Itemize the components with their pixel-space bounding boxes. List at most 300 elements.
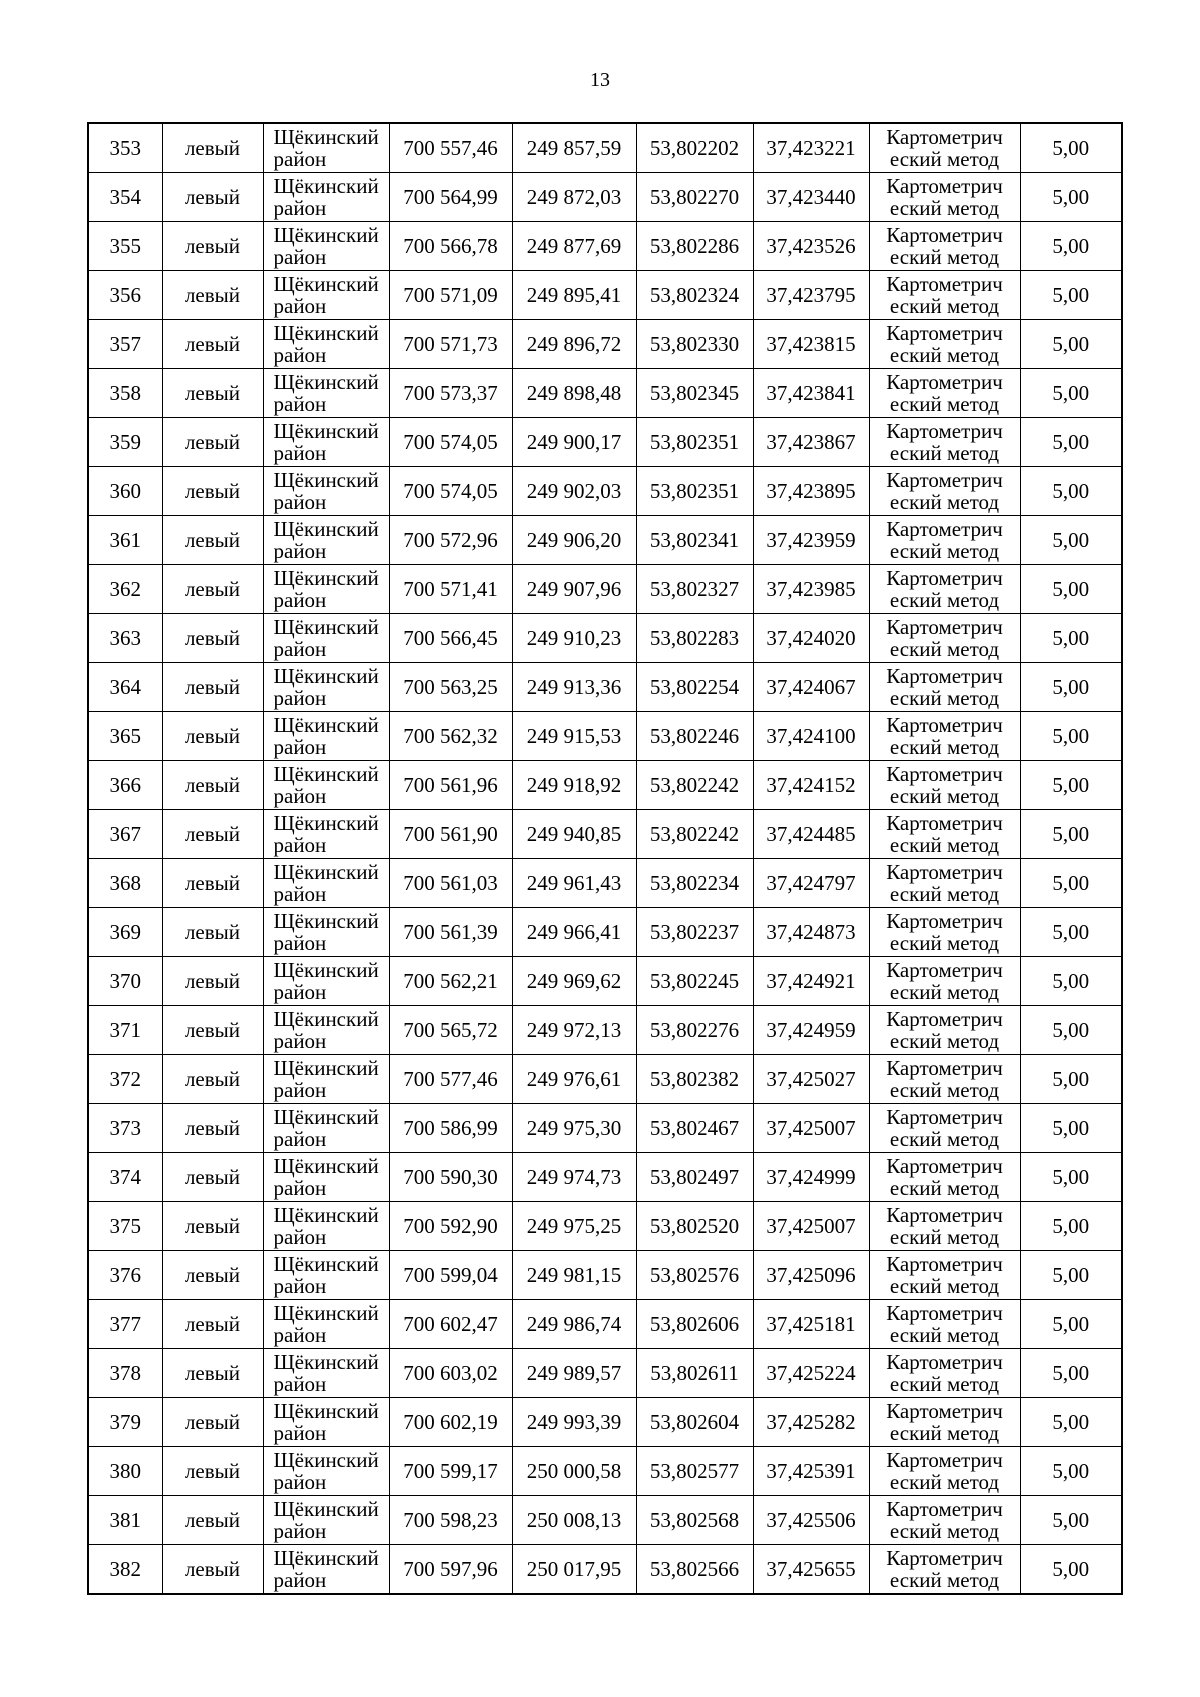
x-coordinate-cell: 700 586,99 — [389, 1104, 512, 1153]
longitude-cell: 37,425655 — [753, 1545, 869, 1595]
region-cell-line: район — [273, 539, 327, 563]
method-cell-line: еский метод — [889, 882, 1000, 906]
region-cell-line: Щёкинский — [273, 566, 379, 590]
latitude-cell: 53,802242 — [636, 810, 753, 859]
y-coordinate-cell: 250 008,13 — [512, 1496, 636, 1545]
region-cell-line: район — [273, 1519, 327, 1543]
method-cell-line: Картометрич — [886, 566, 1003, 590]
x-coordinate-cell: 700 602,19 — [389, 1398, 512, 1447]
method-cell — [869, 516, 1020, 565]
latitude-cell: 53,802324 — [636, 271, 753, 320]
method-cell-line: Картометрич — [886, 1203, 1003, 1227]
region-cell-line: район — [273, 196, 327, 220]
latitude-cell: 53,802351 — [636, 418, 753, 467]
x-coordinate-cell: 700 599,17 — [389, 1447, 512, 1496]
method-cell-line: еский метод — [889, 1127, 1000, 1151]
table-body — [88, 123, 1122, 1594]
bank-side-cell: левый — [162, 712, 263, 761]
method-cell-line: Картометрич — [886, 909, 1003, 933]
longitude-cell: 37,424999 — [753, 1153, 869, 1202]
method-cell-line: Картометрич — [886, 1007, 1003, 1031]
method-cell-line: еский метод — [889, 980, 1000, 1004]
x-coordinate-cell: 700 566,78 — [389, 222, 512, 271]
method-cell-line: еский метод — [889, 196, 1000, 220]
y-coordinate-cell: 249 896,72 — [512, 320, 636, 369]
bank-side-cell: левый — [162, 859, 263, 908]
region-cell — [263, 1447, 389, 1496]
region-cell — [263, 1496, 389, 1545]
region-cell — [263, 1545, 389, 1595]
bank-side-cell: левый — [162, 614, 263, 663]
latitude-cell: 53,802351 — [636, 467, 753, 516]
table-row — [88, 614, 1122, 663]
region-cell-line: район — [273, 980, 327, 1004]
table-row — [88, 957, 1122, 1006]
latitude-cell: 53,802604 — [636, 1398, 753, 1447]
region-cell-line: район — [273, 1176, 327, 1200]
y-coordinate-cell: 249 898,48 — [512, 369, 636, 418]
method-cell — [869, 614, 1020, 663]
method-cell-line: Картометрич — [886, 125, 1003, 149]
method-cell-line: еский метод — [889, 441, 1000, 465]
longitude-cell: 37,423440 — [753, 173, 869, 222]
method-cell-line: Картометрич — [886, 468, 1003, 492]
bank-side-cell: левый — [162, 123, 263, 173]
x-coordinate-cell: 700 565,72 — [389, 1006, 512, 1055]
bank-side-cell: левый — [162, 908, 263, 957]
method-cell-line: Картометрич — [886, 223, 1003, 247]
x-coordinate-cell: 700 574,05 — [389, 418, 512, 467]
accuracy-cell: 5,00 — [1020, 320, 1122, 369]
x-coordinate-cell: 700 592,90 — [389, 1202, 512, 1251]
method-cell — [869, 467, 1020, 516]
region-cell-line: Щёкинский — [273, 1252, 379, 1276]
latitude-cell: 53,802568 — [636, 1496, 753, 1545]
point-number-cell: 379 — [88, 1398, 162, 1447]
table-row — [88, 516, 1122, 565]
accuracy-cell: 5,00 — [1020, 516, 1122, 565]
method-cell-line: Картометрич — [886, 1448, 1003, 1472]
table-row — [88, 271, 1122, 320]
bank-side-cell: левый — [162, 369, 263, 418]
x-coordinate-cell: 700 561,90 — [389, 810, 512, 859]
longitude-cell: 37,425282 — [753, 1398, 869, 1447]
method-cell-line: еский метод — [889, 833, 1000, 857]
table-row — [88, 1153, 1122, 1202]
accuracy-cell: 5,00 — [1020, 1496, 1122, 1545]
region-cell-line: Щёкинский — [273, 1007, 379, 1031]
accuracy-cell: 5,00 — [1020, 712, 1122, 761]
region-cell — [263, 614, 389, 663]
point-number-cell: 367 — [88, 810, 162, 859]
bank-side-cell: левый — [162, 810, 263, 859]
region-cell — [263, 1104, 389, 1153]
bank-side-cell: левый — [162, 418, 263, 467]
y-coordinate-cell: 249 857,59 — [512, 123, 636, 173]
method-cell-line: еский метод — [889, 392, 1000, 416]
method-cell — [869, 663, 1020, 712]
longitude-cell: 37,425096 — [753, 1251, 869, 1300]
bank-side-cell: левый — [162, 467, 263, 516]
longitude-cell: 37,423895 — [753, 467, 869, 516]
y-coordinate-cell: 249 910,23 — [512, 614, 636, 663]
longitude-cell: 37,423959 — [753, 516, 869, 565]
x-coordinate-cell: 700 599,04 — [389, 1251, 512, 1300]
longitude-cell: 37,423815 — [753, 320, 869, 369]
method-cell — [869, 761, 1020, 810]
region-cell-line: Щёкинский — [273, 174, 379, 198]
bank-side-cell: левый — [162, 1055, 263, 1104]
method-cell-line: еский метод — [889, 1078, 1000, 1102]
region-cell-line: Щёкинский — [273, 272, 379, 296]
method-cell — [869, 712, 1020, 761]
longitude-cell: 37,425391 — [753, 1447, 869, 1496]
method-cell-line: еский метод — [889, 931, 1000, 955]
bank-side-cell: левый — [162, 1153, 263, 1202]
method-cell — [869, 320, 1020, 369]
method-cell-line: еский метод — [889, 1372, 1000, 1396]
method-cell — [869, 222, 1020, 271]
accuracy-cell: 5,00 — [1020, 1006, 1122, 1055]
y-coordinate-cell: 249 906,20 — [512, 516, 636, 565]
region-cell-line: Щёкинский — [273, 1301, 379, 1325]
method-cell-line: Картометрич — [886, 811, 1003, 835]
point-number-cell: 366 — [88, 761, 162, 810]
method-cell-line: Картометрич — [886, 615, 1003, 639]
point-number-cell: 360 — [88, 467, 162, 516]
bank-side-cell: левый — [162, 761, 263, 810]
accuracy-cell: 5,00 — [1020, 123, 1122, 173]
region-cell-line: район — [273, 1568, 327, 1592]
accuracy-cell: 5,00 — [1020, 957, 1122, 1006]
x-coordinate-cell: 700 562,32 — [389, 712, 512, 761]
method-cell-line: Картометрич — [886, 713, 1003, 737]
region-cell-line: район — [273, 1274, 327, 1298]
longitude-cell: 37,424873 — [753, 908, 869, 957]
region-cell — [263, 173, 389, 222]
region-cell-line: Щёкинский — [273, 811, 379, 835]
latitude-cell: 53,802283 — [636, 614, 753, 663]
region-cell — [263, 1300, 389, 1349]
region-cell-line: Щёкинский — [273, 713, 379, 737]
y-coordinate-cell: 249 907,96 — [512, 565, 636, 614]
region-cell-line: район — [273, 637, 327, 661]
accuracy-cell: 5,00 — [1020, 1447, 1122, 1496]
bank-side-cell: левый — [162, 1398, 263, 1447]
bank-side-cell: левый — [162, 1251, 263, 1300]
latitude-cell: 53,802237 — [636, 908, 753, 957]
accuracy-cell: 5,00 — [1020, 1055, 1122, 1104]
region-cell-line: Щёкинский — [273, 1399, 379, 1423]
latitude-cell: 53,802270 — [636, 173, 753, 222]
method-cell-line: Картометрич — [886, 1546, 1003, 1570]
table-row — [88, 1202, 1122, 1251]
latitude-cell: 53,802382 — [636, 1055, 753, 1104]
point-number-cell: 372 — [88, 1055, 162, 1104]
region-cell-line: район — [273, 1225, 327, 1249]
region-cell-line: район — [273, 343, 327, 367]
latitude-cell: 53,802576 — [636, 1251, 753, 1300]
x-coordinate-cell: 700 602,47 — [389, 1300, 512, 1349]
accuracy-cell: 5,00 — [1020, 1251, 1122, 1300]
accuracy-cell: 5,00 — [1020, 1202, 1122, 1251]
region-cell-line: район — [273, 1029, 327, 1053]
region-cell — [263, 1055, 389, 1104]
method-cell-line: еский метод — [889, 1176, 1000, 1200]
longitude-cell: 37,424100 — [753, 712, 869, 761]
accuracy-cell: 5,00 — [1020, 271, 1122, 320]
point-number-cell: 375 — [88, 1202, 162, 1251]
region-cell-line: район — [273, 686, 327, 710]
accuracy-cell: 5,00 — [1020, 1300, 1122, 1349]
x-coordinate-cell: 700 561,96 — [389, 761, 512, 810]
region-cell-line: район — [273, 392, 327, 416]
region-cell — [263, 271, 389, 320]
region-cell — [263, 957, 389, 1006]
longitude-cell: 37,423867 — [753, 418, 869, 467]
table-row — [88, 1251, 1122, 1300]
x-coordinate-cell: 700 564,99 — [389, 173, 512, 222]
method-cell-line: Картометрич — [886, 370, 1003, 394]
latitude-cell: 53,802566 — [636, 1545, 753, 1595]
region-cell-line: район — [273, 1421, 327, 1445]
method-cell-line: Картометрич — [886, 1399, 1003, 1423]
x-coordinate-cell: 700 561,39 — [389, 908, 512, 957]
page-number: 13 — [590, 69, 610, 91]
accuracy-cell: 5,00 — [1020, 1153, 1122, 1202]
table-row — [88, 418, 1122, 467]
region-cell-line: Щёкинский — [273, 321, 379, 345]
bank-side-cell: левый — [162, 222, 263, 271]
point-number-cell: 364 — [88, 663, 162, 712]
region-cell — [263, 1398, 389, 1447]
point-number-cell: 374 — [88, 1153, 162, 1202]
method-cell-line: еский метод — [889, 343, 1000, 367]
bank-side-cell: левый — [162, 1202, 263, 1251]
region-cell-line: Щёкинский — [273, 762, 379, 786]
latitude-cell: 53,802341 — [636, 516, 753, 565]
region-cell — [263, 565, 389, 614]
method-cell — [869, 1251, 1020, 1300]
y-coordinate-cell: 249 918,92 — [512, 761, 636, 810]
longitude-cell: 37,425181 — [753, 1300, 869, 1349]
method-cell-line: Картометрич — [886, 321, 1003, 345]
table-row — [88, 663, 1122, 712]
longitude-cell: 37,423985 — [753, 565, 869, 614]
region-cell-line: Щёкинский — [273, 223, 379, 247]
method-cell-line: Картометрич — [886, 1056, 1003, 1080]
method-cell — [869, 1202, 1020, 1251]
latitude-cell: 53,802286 — [636, 222, 753, 271]
accuracy-cell: 5,00 — [1020, 418, 1122, 467]
table-row — [88, 1545, 1122, 1595]
table-row — [88, 1300, 1122, 1349]
y-coordinate-cell: 249 872,03 — [512, 173, 636, 222]
method-cell-line: еский метод — [889, 1323, 1000, 1347]
y-coordinate-cell: 249 975,30 — [512, 1104, 636, 1153]
table-row — [88, 712, 1122, 761]
point-number-cell: 378 — [88, 1349, 162, 1398]
region-cell-line: район — [273, 1470, 327, 1494]
bank-side-cell: левый — [162, 957, 263, 1006]
latitude-cell: 53,802276 — [636, 1006, 753, 1055]
accuracy-cell: 5,00 — [1020, 761, 1122, 810]
accuracy-cell: 5,00 — [1020, 1104, 1122, 1153]
latitude-cell: 53,802520 — [636, 1202, 753, 1251]
region-cell-line: Щёкинский — [273, 1546, 379, 1570]
y-coordinate-cell: 249 993,39 — [512, 1398, 636, 1447]
x-coordinate-cell: 700 572,96 — [389, 516, 512, 565]
method-cell-line: еский метод — [889, 735, 1000, 759]
method-cell-line: Картометрич — [886, 860, 1003, 884]
region-cell — [263, 712, 389, 761]
bank-side-cell: левый — [162, 1006, 263, 1055]
region-cell-line: Щёкинский — [273, 1105, 379, 1129]
region-cell — [263, 761, 389, 810]
accuracy-cell: 5,00 — [1020, 1349, 1122, 1398]
method-cell-line: Картометрич — [886, 1350, 1003, 1374]
method-cell-line: еский метод — [889, 686, 1000, 710]
table-row — [88, 1496, 1122, 1545]
y-coordinate-cell: 249 989,57 — [512, 1349, 636, 1398]
region-cell-line: район — [273, 1323, 327, 1347]
region-cell-line: район — [273, 1127, 327, 1151]
region-cell-line: Щёкинский — [273, 370, 379, 394]
x-coordinate-cell: 700 566,45 — [389, 614, 512, 663]
point-number-cell: 361 — [88, 516, 162, 565]
method-cell-line: еский метод — [889, 1274, 1000, 1298]
latitude-cell: 53,802606 — [636, 1300, 753, 1349]
region-cell-line: Щёкинский — [273, 1350, 379, 1374]
method-cell — [869, 1300, 1020, 1349]
method-cell — [869, 1153, 1020, 1202]
longitude-cell: 37,424485 — [753, 810, 869, 859]
x-coordinate-cell: 700 571,09 — [389, 271, 512, 320]
table-row — [88, 467, 1122, 516]
point-number-cell: 380 — [88, 1447, 162, 1496]
region-cell-line: район — [273, 1372, 327, 1396]
point-number-cell: 369 — [88, 908, 162, 957]
bank-side-cell: левый — [162, 271, 263, 320]
region-cell-line: Щёкинский — [273, 1497, 379, 1521]
point-number-cell: 357 — [88, 320, 162, 369]
x-coordinate-cell: 700 563,25 — [389, 663, 512, 712]
table-row — [88, 369, 1122, 418]
x-coordinate-cell: 700 577,46 — [389, 1055, 512, 1104]
latitude-cell: 53,802254 — [636, 663, 753, 712]
region-cell-line: Щёкинский — [273, 615, 379, 639]
method-cell — [869, 565, 1020, 614]
x-coordinate-cell: 700 557,46 — [389, 123, 512, 173]
y-coordinate-cell: 249 902,03 — [512, 467, 636, 516]
region-cell-line: Щёкинский — [273, 664, 379, 688]
method-cell — [869, 1447, 1020, 1496]
point-number-cell: 355 — [88, 222, 162, 271]
latitude-cell: 53,802611 — [636, 1349, 753, 1398]
method-cell — [869, 957, 1020, 1006]
table-row — [88, 320, 1122, 369]
y-coordinate-cell: 249 895,41 — [512, 271, 636, 320]
x-coordinate-cell: 700 561,03 — [389, 859, 512, 908]
region-cell-line: район — [273, 441, 327, 465]
bank-side-cell: левый — [162, 1300, 263, 1349]
method-cell-line: Картометрич — [886, 1497, 1003, 1521]
region-cell-line: район — [273, 490, 327, 514]
x-coordinate-cell: 700 597,96 — [389, 1545, 512, 1595]
accuracy-cell: 5,00 — [1020, 859, 1122, 908]
y-coordinate-cell: 249 986,74 — [512, 1300, 636, 1349]
region-cell — [263, 369, 389, 418]
x-coordinate-cell: 700 603,02 — [389, 1349, 512, 1398]
bank-side-cell: левый — [162, 663, 263, 712]
method-cell — [869, 1055, 1020, 1104]
table-row — [88, 1006, 1122, 1055]
point-number-cell: 368 — [88, 859, 162, 908]
point-number-cell: 353 — [88, 123, 162, 173]
y-coordinate-cell: 250 000,58 — [512, 1447, 636, 1496]
coordinates-table — [87, 122, 1123, 1595]
bank-side-cell: левый — [162, 1496, 263, 1545]
accuracy-cell: 5,00 — [1020, 908, 1122, 957]
table-row — [88, 1055, 1122, 1104]
bank-side-cell: левый — [162, 173, 263, 222]
bank-side-cell: левый — [162, 320, 263, 369]
method-cell — [869, 1349, 1020, 1398]
method-cell-line: Картометрич — [886, 419, 1003, 443]
region-cell-line: Щёкинский — [273, 909, 379, 933]
method-cell-line: еский метод — [889, 1470, 1000, 1494]
point-number-cell: 356 — [88, 271, 162, 320]
y-coordinate-cell: 249 981,15 — [512, 1251, 636, 1300]
bank-side-cell: левый — [162, 565, 263, 614]
method-cell — [869, 1104, 1020, 1153]
longitude-cell: 37,424797 — [753, 859, 869, 908]
point-number-cell: 376 — [88, 1251, 162, 1300]
method-cell-line: еский метод — [889, 784, 1000, 808]
bank-side-cell: левый — [162, 516, 263, 565]
latitude-cell: 53,802467 — [636, 1104, 753, 1153]
method-cell-line: Картометрич — [886, 664, 1003, 688]
region-cell-line: район — [273, 833, 327, 857]
region-cell-line: Щёкинский — [273, 1448, 379, 1472]
latitude-cell: 53,802497 — [636, 1153, 753, 1202]
method-cell — [869, 859, 1020, 908]
region-cell-line: Щёкинский — [273, 419, 379, 443]
method-cell-line: еский метод — [889, 147, 1000, 171]
region-cell — [263, 663, 389, 712]
region-cell-line: район — [273, 294, 327, 318]
accuracy-cell: 5,00 — [1020, 663, 1122, 712]
region-cell-line: Щёкинский — [273, 1203, 379, 1227]
longitude-cell: 37,425007 — [753, 1104, 869, 1153]
point-number-cell: 382 — [88, 1545, 162, 1595]
accuracy-cell: 5,00 — [1020, 369, 1122, 418]
x-coordinate-cell: 700 590,30 — [389, 1153, 512, 1202]
method-cell-line: Картометрич — [886, 762, 1003, 786]
table-row — [88, 1447, 1122, 1496]
y-coordinate-cell: 250 017,95 — [512, 1545, 636, 1595]
method-cell-line: еский метод — [889, 245, 1000, 269]
longitude-cell: 37,425027 — [753, 1055, 869, 1104]
y-coordinate-cell: 249 900,17 — [512, 418, 636, 467]
method-cell — [869, 1006, 1020, 1055]
method-cell-line: еский метод — [889, 294, 1000, 318]
y-coordinate-cell: 249 972,13 — [512, 1006, 636, 1055]
region-cell — [263, 1153, 389, 1202]
region-cell — [263, 1006, 389, 1055]
latitude-cell: 53,802202 — [636, 123, 753, 173]
region-cell-line: Щёкинский — [273, 468, 379, 492]
